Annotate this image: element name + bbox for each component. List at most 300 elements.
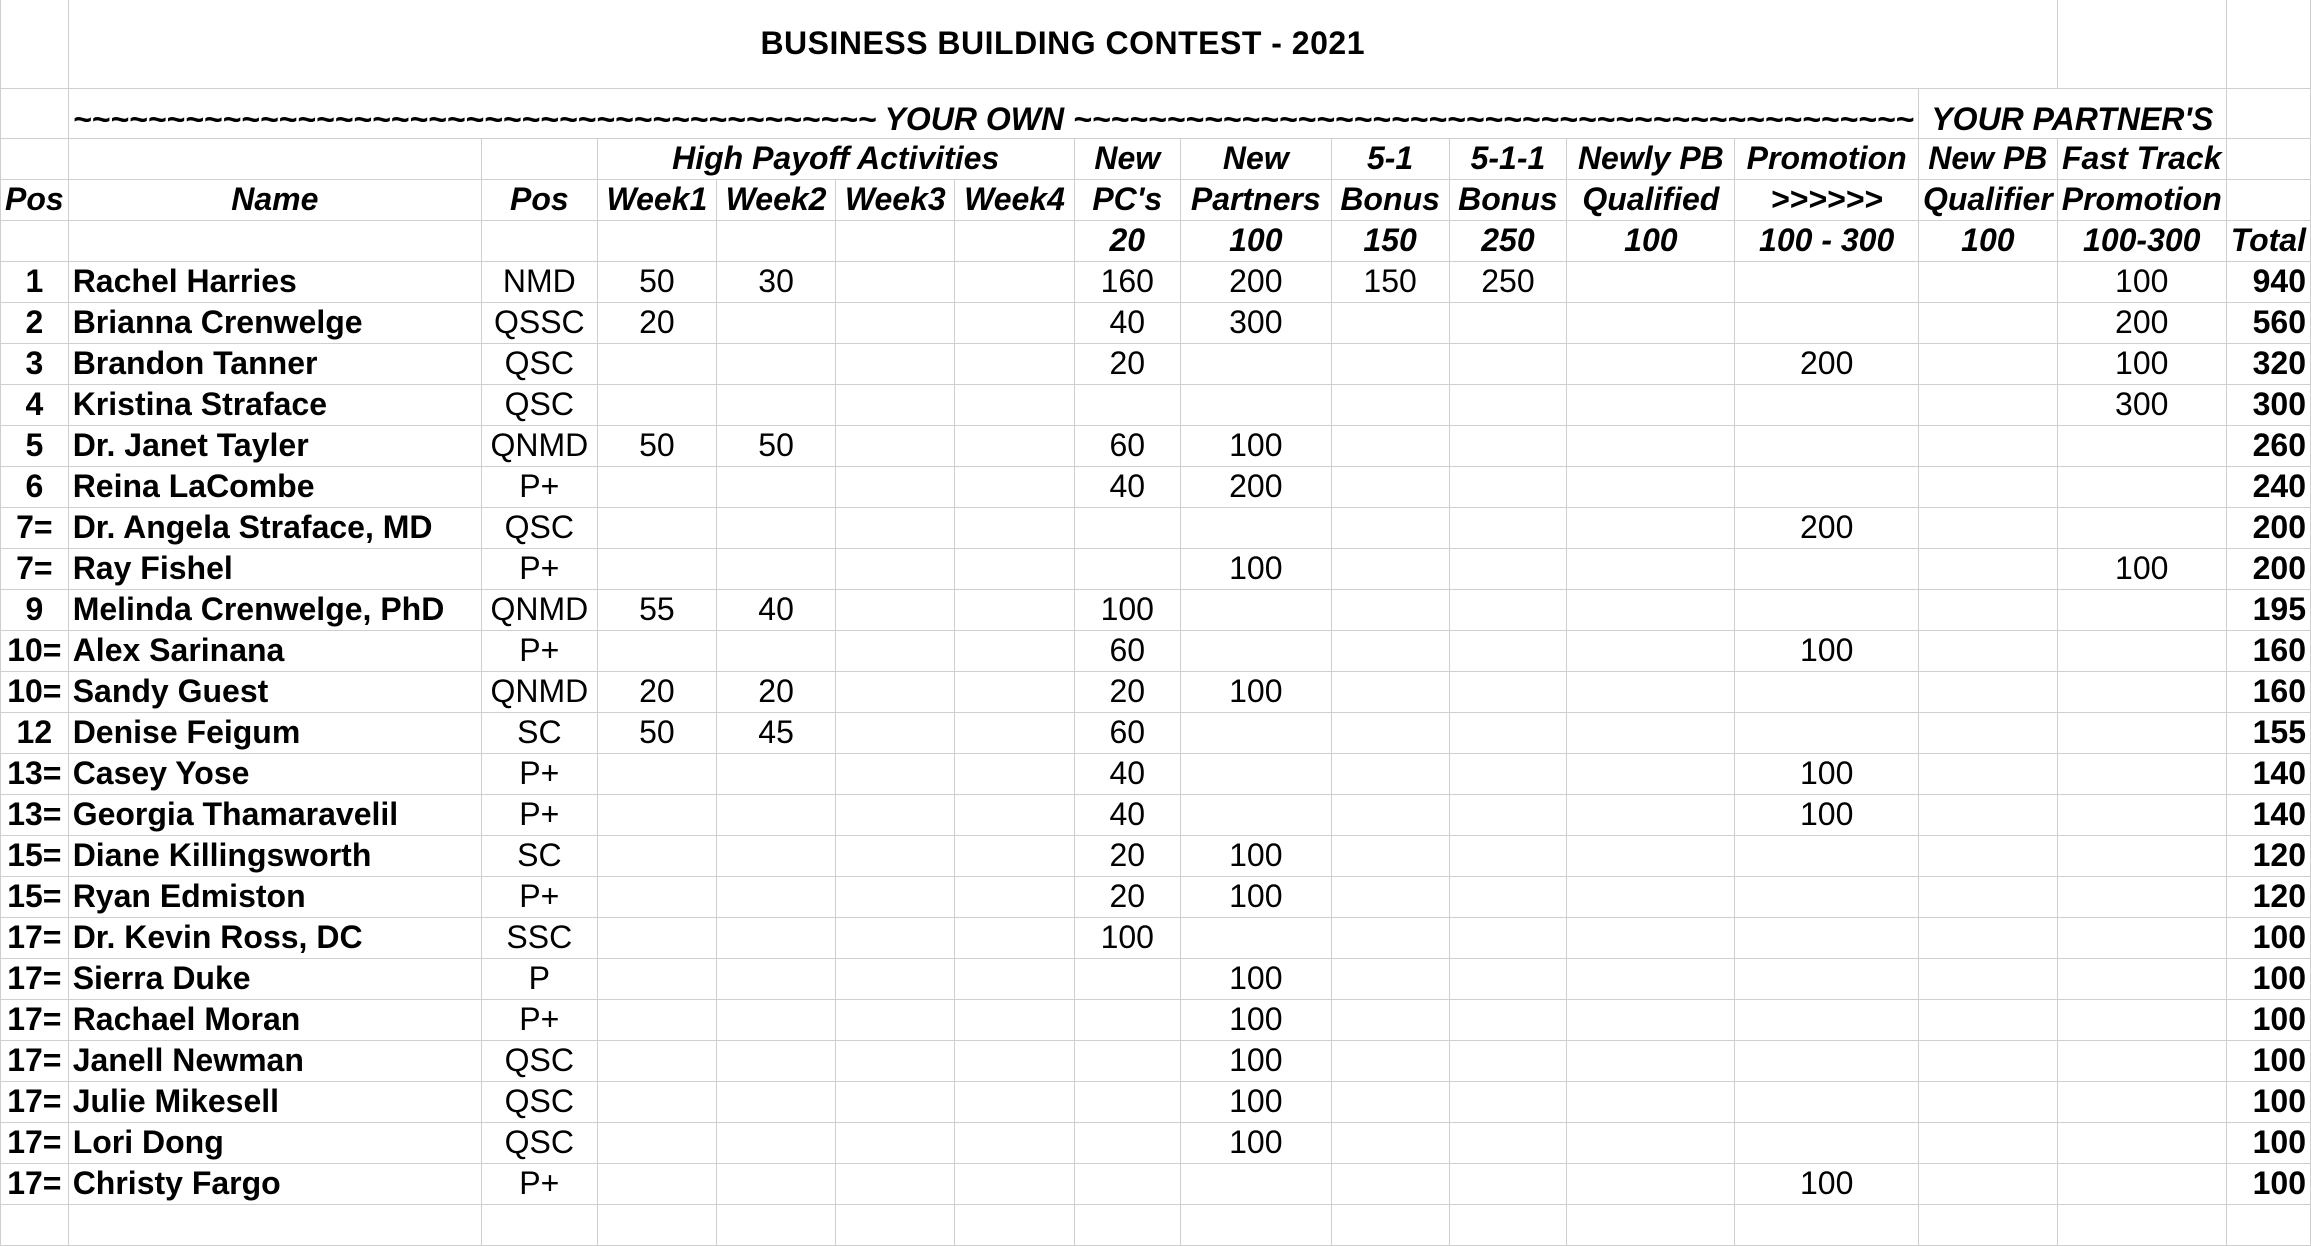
week2-cell[interactable] (716, 876, 835, 917)
pos-cell[interactable]: 15= (1, 835, 69, 876)
bonus-51-cell[interactable] (1331, 507, 1449, 548)
cell[interactable] (1567, 1204, 1735, 1245)
bonus-51-cell[interactable] (1331, 548, 1449, 589)
bonus-51-cell[interactable] (1331, 343, 1449, 384)
rank-cell[interactable]: QSC (481, 507, 597, 548)
bonus-511-cell[interactable] (1449, 835, 1567, 876)
new-pcs-cell[interactable]: 40 (1074, 466, 1180, 507)
name-cell[interactable]: Rachel Harries (68, 261, 481, 302)
cell[interactable] (836, 220, 955, 261)
promotion-cell[interactable]: 200 (1735, 507, 1919, 548)
fast-track-cell[interactable] (2057, 999, 2226, 1040)
pos-cell[interactable]: 1 (1, 261, 69, 302)
bonus-511-cell[interactable] (1449, 1122, 1567, 1163)
fast-track-cell[interactable] (2057, 1122, 2226, 1163)
week3-cell[interactable] (836, 1163, 955, 1204)
new-pcs-cell[interactable] (1074, 958, 1180, 999)
week1-cell[interactable] (597, 1040, 716, 1081)
new-partners-cell[interactable] (1180, 794, 1331, 835)
week3-cell[interactable] (836, 1081, 955, 1122)
promotion-cell[interactable] (1735, 671, 1919, 712)
newly-pb-cell[interactable] (1567, 343, 1735, 384)
week3-cell[interactable] (836, 835, 955, 876)
cell[interactable] (597, 220, 716, 261)
promotion-cell[interactable] (1735, 548, 1919, 589)
rank-cell[interactable]: P+ (481, 876, 597, 917)
rank-cell[interactable]: QNMD (481, 425, 597, 466)
header-new-partners-1[interactable]: New (1180, 138, 1331, 179)
new-pb-qualifier-cell[interactable] (1918, 384, 2057, 425)
pos-cell[interactable]: 3 (1, 343, 69, 384)
week2-cell[interactable]: 20 (716, 671, 835, 712)
new-pcs-cell[interactable]: 20 (1074, 671, 1180, 712)
bonus-511-cell[interactable] (1449, 876, 1567, 917)
rank-cell[interactable]: QSC (481, 1081, 597, 1122)
new-pcs-cell[interactable] (1074, 384, 1180, 425)
rank-cell[interactable]: QSC (481, 1040, 597, 1081)
rank-cell[interactable]: QSC (481, 1122, 597, 1163)
new-pb-qualifier-cell[interactable] (1918, 835, 2057, 876)
new-pb-qualifier-cell[interactable] (1918, 630, 2057, 671)
fast-track-cell[interactable] (2057, 425, 2226, 466)
new-partners-cell[interactable] (1180, 507, 1331, 548)
promotion-cell[interactable]: 100 (1735, 753, 1919, 794)
name-cell[interactable]: Ray Fishel (68, 548, 481, 589)
fast-track-cell[interactable] (2057, 753, 2226, 794)
pos-cell[interactable]: 7= (1, 548, 69, 589)
promotion-cell[interactable]: 100 (1735, 1163, 1919, 1204)
bonus-511-cell[interactable] (1449, 999, 1567, 1040)
promotion-cell[interactable] (1735, 999, 1919, 1040)
pos-cell[interactable]: 5 (1, 425, 69, 466)
week1-cell[interactable] (597, 384, 716, 425)
bonus-511-cell[interactable] (1449, 425, 1567, 466)
week3-cell[interactable] (836, 548, 955, 589)
promotion-cell[interactable] (1735, 261, 1919, 302)
new-partners-cell[interactable] (1180, 1163, 1331, 1204)
week2-cell[interactable] (716, 1040, 835, 1081)
week4-cell[interactable] (955, 753, 1074, 794)
bonus-511-cell[interactable] (1449, 794, 1567, 835)
header-newly-pb-1[interactable]: Newly PB (1567, 138, 1735, 179)
bonus-511-cell[interactable] (1449, 466, 1567, 507)
new-pb-qualifier-cell[interactable] (1918, 343, 2057, 384)
name-cell[interactable]: Lori Dong (68, 1122, 481, 1163)
bonus-51-cell[interactable] (1331, 1040, 1449, 1081)
pos-cell[interactable]: 10= (1, 630, 69, 671)
new-pcs-cell[interactable]: 20 (1074, 876, 1180, 917)
week1-cell[interactable] (597, 507, 716, 548)
total-cell[interactable]: 100 (2226, 958, 2310, 999)
header-qualifier[interactable]: Qualifier (1918, 179, 2057, 220)
cell[interactable] (68, 138, 481, 179)
name-cell[interactable]: Diane Killingsworth (68, 835, 481, 876)
cell[interactable] (2057, 0, 2226, 88)
week2-cell[interactable] (716, 466, 835, 507)
new-pb-qualifier-cell[interactable] (1918, 548, 2057, 589)
fast-track-cell[interactable]: 100 (2057, 261, 2226, 302)
new-pb-qualifier-cell[interactable] (1918, 425, 2057, 466)
newly-pb-cell[interactable] (1567, 753, 1735, 794)
week4-cell[interactable] (955, 712, 1074, 753)
total-cell[interactable]: 140 (2226, 753, 2310, 794)
total-cell[interactable]: 160 (2226, 630, 2310, 671)
week1-cell[interactable] (597, 548, 716, 589)
total-cell[interactable]: 240 (2226, 466, 2310, 507)
week3-cell[interactable] (836, 384, 955, 425)
total-cell[interactable]: 100 (2226, 999, 2310, 1040)
promotion-cell[interactable]: 100 (1735, 630, 1919, 671)
newly-pb-cell[interactable] (1567, 712, 1735, 753)
cell[interactable] (1074, 1204, 1180, 1245)
name-cell[interactable]: Dr. Angela Straface, MD (68, 507, 481, 548)
fast-track-cell[interactable] (2057, 1040, 2226, 1081)
new-pb-qualifier-cell[interactable] (1918, 753, 2057, 794)
points-pcs[interactable]: 20 (1074, 220, 1180, 261)
rank-cell[interactable]: P+ (481, 1163, 597, 1204)
newly-pb-cell[interactable] (1567, 630, 1735, 671)
week4-cell[interactable] (955, 1081, 1074, 1122)
new-pcs-cell[interactable]: 100 (1074, 917, 1180, 958)
points-511[interactable]: 250 (1449, 220, 1567, 261)
week3-cell[interactable] (836, 1040, 955, 1081)
week4-cell[interactable] (955, 835, 1074, 876)
bonus-511-cell[interactable] (1449, 671, 1567, 712)
new-partners-cell[interactable] (1180, 343, 1331, 384)
new-partners-cell[interactable]: 100 (1180, 876, 1331, 917)
week1-cell[interactable] (597, 630, 716, 671)
rank-cell[interactable]: QNMD (481, 589, 597, 630)
week4-cell[interactable] (955, 548, 1074, 589)
cell[interactable] (2226, 1204, 2310, 1245)
cell[interactable] (1331, 1204, 1449, 1245)
week2-cell[interactable] (716, 548, 835, 589)
new-partners-cell[interactable] (1180, 753, 1331, 794)
page-title[interactable]: BUSINESS BUILDING CONTEST - 2021 (68, 0, 2057, 88)
promotion-cell[interactable] (1735, 384, 1919, 425)
week4-cell[interactable] (955, 507, 1074, 548)
rank-cell[interactable]: P+ (481, 753, 597, 794)
promotion-cell[interactable]: 100 (1735, 794, 1919, 835)
total-cell[interactable]: 140 (2226, 794, 2310, 835)
newly-pb-cell[interactable] (1567, 261, 1735, 302)
week1-cell[interactable]: 20 (597, 302, 716, 343)
week1-cell[interactable]: 20 (597, 671, 716, 712)
new-pcs-cell[interactable] (1074, 507, 1180, 548)
new-partners-cell[interactable]: 100 (1180, 999, 1331, 1040)
rank-cell[interactable]: P+ (481, 999, 597, 1040)
new-pb-qualifier-cell[interactable] (1918, 712, 2057, 753)
fast-track-cell[interactable]: 200 (2057, 302, 2226, 343)
cell[interactable] (1449, 1204, 1567, 1245)
week4-cell[interactable] (955, 917, 1074, 958)
bonus-511-cell[interactable] (1449, 1163, 1567, 1204)
cell[interactable] (716, 220, 835, 261)
bonus-51-cell[interactable] (1331, 630, 1449, 671)
pos-cell[interactable]: 7= (1, 507, 69, 548)
week1-cell[interactable] (597, 876, 716, 917)
header-promotion-1[interactable]: Promotion (1735, 138, 1919, 179)
header-fast-promotion[interactable]: Promotion (2057, 179, 2226, 220)
new-pb-qualifier-cell[interactable] (1918, 589, 2057, 630)
fast-track-cell[interactable] (2057, 917, 2226, 958)
cell[interactable] (1, 1204, 69, 1245)
week3-cell[interactable] (836, 302, 955, 343)
promotion-cell[interactable] (1735, 712, 1919, 753)
week3-cell[interactable] (836, 425, 955, 466)
week4-cell[interactable] (955, 671, 1074, 712)
fast-track-cell[interactable] (2057, 466, 2226, 507)
week2-cell[interactable] (716, 1163, 835, 1204)
points-fast-track[interactable]: 100-300 (2057, 220, 2226, 261)
week2-cell[interactable] (716, 1122, 835, 1163)
new-partners-cell[interactable]: 100 (1180, 425, 1331, 466)
week4-cell[interactable] (955, 425, 1074, 466)
week3-cell[interactable] (836, 1122, 955, 1163)
header-511-bonus-1[interactable]: 5-1-1 (1449, 138, 1567, 179)
week1-cell[interactable]: 50 (597, 425, 716, 466)
cell[interactable] (2226, 88, 2310, 138)
week1-cell[interactable] (597, 1081, 716, 1122)
new-partners-cell[interactable] (1180, 589, 1331, 630)
name-cell[interactable]: Sandy Guest (68, 671, 481, 712)
week1-cell[interactable] (597, 835, 716, 876)
new-partners-cell[interactable]: 200 (1180, 261, 1331, 302)
bonus-511-cell[interactable] (1449, 1040, 1567, 1081)
rank-cell[interactable]: P+ (481, 548, 597, 589)
header-fast-track-1[interactable]: Fast Track (2057, 138, 2226, 179)
promotion-cell[interactable] (1735, 917, 1919, 958)
new-pcs-cell[interactable]: 20 (1074, 835, 1180, 876)
fast-track-cell[interactable]: 100 (2057, 548, 2226, 589)
bonus-51-cell[interactable]: 150 (1331, 261, 1449, 302)
week1-cell[interactable]: 50 (597, 712, 716, 753)
week3-cell[interactable] (836, 589, 955, 630)
your-own-band[interactable]: ~~~~~~~~~~~~~~~~~~~~~~~~~~~~~~~~~~~~~~~~~~~ YOUR OWN ~~~~~~~~~~~~~~~~~~~~~~~~~~~~~~~~~~~~~~~~~~~~~ (68, 88, 1918, 138)
cell[interactable] (2226, 179, 2310, 220)
fast-track-cell[interactable]: 100 (2057, 343, 2226, 384)
week2-cell[interactable]: 50 (716, 425, 835, 466)
newly-pb-cell[interactable] (1567, 302, 1735, 343)
new-partners-cell[interactable] (1180, 917, 1331, 958)
cell[interactable] (1735, 1204, 1919, 1245)
name-cell[interactable]: Dr. Kevin Ross, DC (68, 917, 481, 958)
header-bonus-51[interactable]: Bonus (1331, 179, 1449, 220)
newly-pb-cell[interactable] (1567, 671, 1735, 712)
week4-cell[interactable] (955, 261, 1074, 302)
pos-cell[interactable]: 15= (1, 876, 69, 917)
week4-cell[interactable] (955, 794, 1074, 835)
total-cell[interactable]: 260 (2226, 425, 2310, 466)
name-cell[interactable]: Denise Feigum (68, 712, 481, 753)
week1-cell[interactable] (597, 794, 716, 835)
new-pcs-cell[interactable] (1074, 548, 1180, 589)
bonus-511-cell[interactable] (1449, 712, 1567, 753)
pos-cell[interactable]: 4 (1, 384, 69, 425)
week3-cell[interactable] (836, 671, 955, 712)
header-name[interactable]: Name (68, 179, 481, 220)
total-cell[interactable]: 100 (2226, 1163, 2310, 1204)
week1-cell[interactable] (597, 466, 716, 507)
week2-cell[interactable] (716, 343, 835, 384)
new-pb-qualifier-cell[interactable] (1918, 466, 2057, 507)
bonus-51-cell[interactable] (1331, 302, 1449, 343)
rank-cell[interactable]: P+ (481, 794, 597, 835)
bonus-51-cell[interactable] (1331, 753, 1449, 794)
name-cell[interactable]: Kristina Straface (68, 384, 481, 425)
new-partners-cell[interactable] (1180, 384, 1331, 425)
week3-cell[interactable] (836, 794, 955, 835)
pos-cell[interactable]: 2 (1, 302, 69, 343)
promotion-cell[interactable] (1735, 425, 1919, 466)
week1-cell[interactable]: 50 (597, 261, 716, 302)
total-cell[interactable]: 560 (2226, 302, 2310, 343)
bonus-51-cell[interactable] (1331, 999, 1449, 1040)
total-cell[interactable]: 320 (2226, 343, 2310, 384)
name-cell[interactable]: Brandon Tanner (68, 343, 481, 384)
cell[interactable] (2057, 1204, 2226, 1245)
cell[interactable] (481, 1204, 597, 1245)
total-cell[interactable]: 100 (2226, 1040, 2310, 1081)
new-pcs-cell[interactable]: 20 (1074, 343, 1180, 384)
week1-cell[interactable] (597, 958, 716, 999)
week2-cell[interactable] (716, 1081, 835, 1122)
fast-track-cell[interactable] (2057, 835, 2226, 876)
new-partners-cell[interactable] (1180, 630, 1331, 671)
rank-cell[interactable]: P+ (481, 466, 597, 507)
header-new-pcs-1[interactable]: New (1074, 138, 1180, 179)
fast-track-cell[interactable] (2057, 507, 2226, 548)
pos-cell[interactable]: 10= (1, 671, 69, 712)
new-pcs-cell[interactable] (1074, 1040, 1180, 1081)
week2-cell[interactable]: 30 (716, 261, 835, 302)
bonus-511-cell[interactable] (1449, 507, 1567, 548)
cell[interactable] (955, 1204, 1074, 1245)
bonus-51-cell[interactable] (1331, 671, 1449, 712)
header-bonus-511[interactable]: Bonus (1449, 179, 1567, 220)
bonus-51-cell[interactable] (1331, 835, 1449, 876)
cell[interactable] (1, 88, 69, 138)
pos-cell[interactable]: 12 (1, 712, 69, 753)
newly-pb-cell[interactable] (1567, 835, 1735, 876)
cell[interactable] (1, 0, 69, 88)
header-pcs[interactable]: PC's (1074, 179, 1180, 220)
bonus-511-cell[interactable]: 250 (1449, 261, 1567, 302)
week3-cell[interactable] (836, 507, 955, 548)
total-cell[interactable]: 120 (2226, 835, 2310, 876)
name-cell[interactable]: Rachael Moran (68, 999, 481, 1040)
week2-cell[interactable]: 40 (716, 589, 835, 630)
points-promotion[interactable]: 100 - 300 (1735, 220, 1919, 261)
week3-cell[interactable] (836, 466, 955, 507)
new-pb-qualifier-cell[interactable] (1918, 1163, 2057, 1204)
header-51-bonus-1[interactable]: 5-1 (1331, 138, 1449, 179)
promotion-cell[interactable] (1735, 876, 1919, 917)
week4-cell[interactable] (955, 343, 1074, 384)
week4-cell[interactable] (955, 589, 1074, 630)
newly-pb-cell[interactable] (1567, 589, 1735, 630)
total-cell[interactable]: 200 (2226, 507, 2310, 548)
cell[interactable] (481, 138, 597, 179)
name-cell[interactable]: Dr. Janet Tayler (68, 425, 481, 466)
newly-pb-cell[interactable] (1567, 958, 1735, 999)
cell[interactable] (955, 220, 1074, 261)
bonus-511-cell[interactable] (1449, 958, 1567, 999)
cell[interactable] (836, 1204, 955, 1245)
new-pb-qualifier-cell[interactable] (1918, 302, 2057, 343)
bonus-51-cell[interactable] (1331, 466, 1449, 507)
promotion-cell[interactable] (1735, 1040, 1919, 1081)
new-partners-cell[interactable]: 100 (1180, 671, 1331, 712)
rank-cell[interactable]: NMD (481, 261, 597, 302)
new-pcs-cell[interactable]: 160 (1074, 261, 1180, 302)
week4-cell[interactable] (955, 302, 1074, 343)
rank-cell[interactable]: QSSC (481, 302, 597, 343)
fast-track-cell[interactable] (2057, 958, 2226, 999)
rank-cell[interactable]: P (481, 958, 597, 999)
new-partners-cell[interactable]: 200 (1180, 466, 1331, 507)
week2-cell[interactable] (716, 999, 835, 1040)
name-cell[interactable]: Casey Yose (68, 753, 481, 794)
week2-cell[interactable] (716, 753, 835, 794)
cell[interactable] (68, 1204, 481, 1245)
partners-band[interactable]: YOUR PARTNER'S (1918, 88, 2226, 138)
pos-cell[interactable]: 13= (1, 794, 69, 835)
week2-cell[interactable] (716, 507, 835, 548)
week2-cell[interactable] (716, 794, 835, 835)
week1-cell[interactable] (597, 1163, 716, 1204)
cell[interactable] (1, 220, 69, 261)
name-cell[interactable]: Julie Mikesell (68, 1081, 481, 1122)
bonus-511-cell[interactable] (1449, 384, 1567, 425)
new-pb-qualifier-cell[interactable] (1918, 261, 2057, 302)
header-partners[interactable]: Partners (1180, 179, 1331, 220)
new-pb-qualifier-cell[interactable] (1918, 671, 2057, 712)
week3-cell[interactable] (836, 712, 955, 753)
total-cell[interactable]: 200 (2226, 548, 2310, 589)
week2-cell[interactable] (716, 958, 835, 999)
total-cell[interactable]: 300 (2226, 384, 2310, 425)
rank-cell[interactable]: SC (481, 835, 597, 876)
pos-cell[interactable]: 6 (1, 466, 69, 507)
new-pb-qualifier-cell[interactable] (1918, 1040, 2057, 1081)
bonus-51-cell[interactable] (1331, 794, 1449, 835)
rank-cell[interactable]: SSC (481, 917, 597, 958)
cell[interactable] (2226, 0, 2310, 88)
new-partners-cell[interactable]: 100 (1180, 548, 1331, 589)
pos-cell[interactable]: 17= (1, 999, 69, 1040)
week2-cell[interactable] (716, 917, 835, 958)
new-pcs-cell[interactable] (1074, 1122, 1180, 1163)
new-pb-qualifier-cell[interactable] (1918, 507, 2057, 548)
pos-cell[interactable]: 17= (1, 1122, 69, 1163)
week3-cell[interactable] (836, 958, 955, 999)
week4-cell[interactable] (955, 999, 1074, 1040)
new-partners-cell[interactable]: 100 (1180, 1040, 1331, 1081)
total-cell[interactable]: 100 (2226, 1081, 2310, 1122)
new-pb-qualifier-cell[interactable] (1918, 1081, 2057, 1122)
new-pb-qualifier-cell[interactable] (1918, 1122, 2057, 1163)
points-newly-pb[interactable]: 100 (1567, 220, 1735, 261)
promotion-cell[interactable] (1735, 466, 1919, 507)
bonus-51-cell[interactable] (1331, 917, 1449, 958)
week3-cell[interactable] (836, 876, 955, 917)
pos-cell[interactable]: 17= (1, 1163, 69, 1204)
new-pb-qualifier-cell[interactable] (1918, 917, 2057, 958)
header-high-payoff[interactable]: High Payoff Activities (597, 138, 1074, 179)
bonus-51-cell[interactable] (1331, 425, 1449, 466)
total-cell[interactable]: 120 (2226, 876, 2310, 917)
